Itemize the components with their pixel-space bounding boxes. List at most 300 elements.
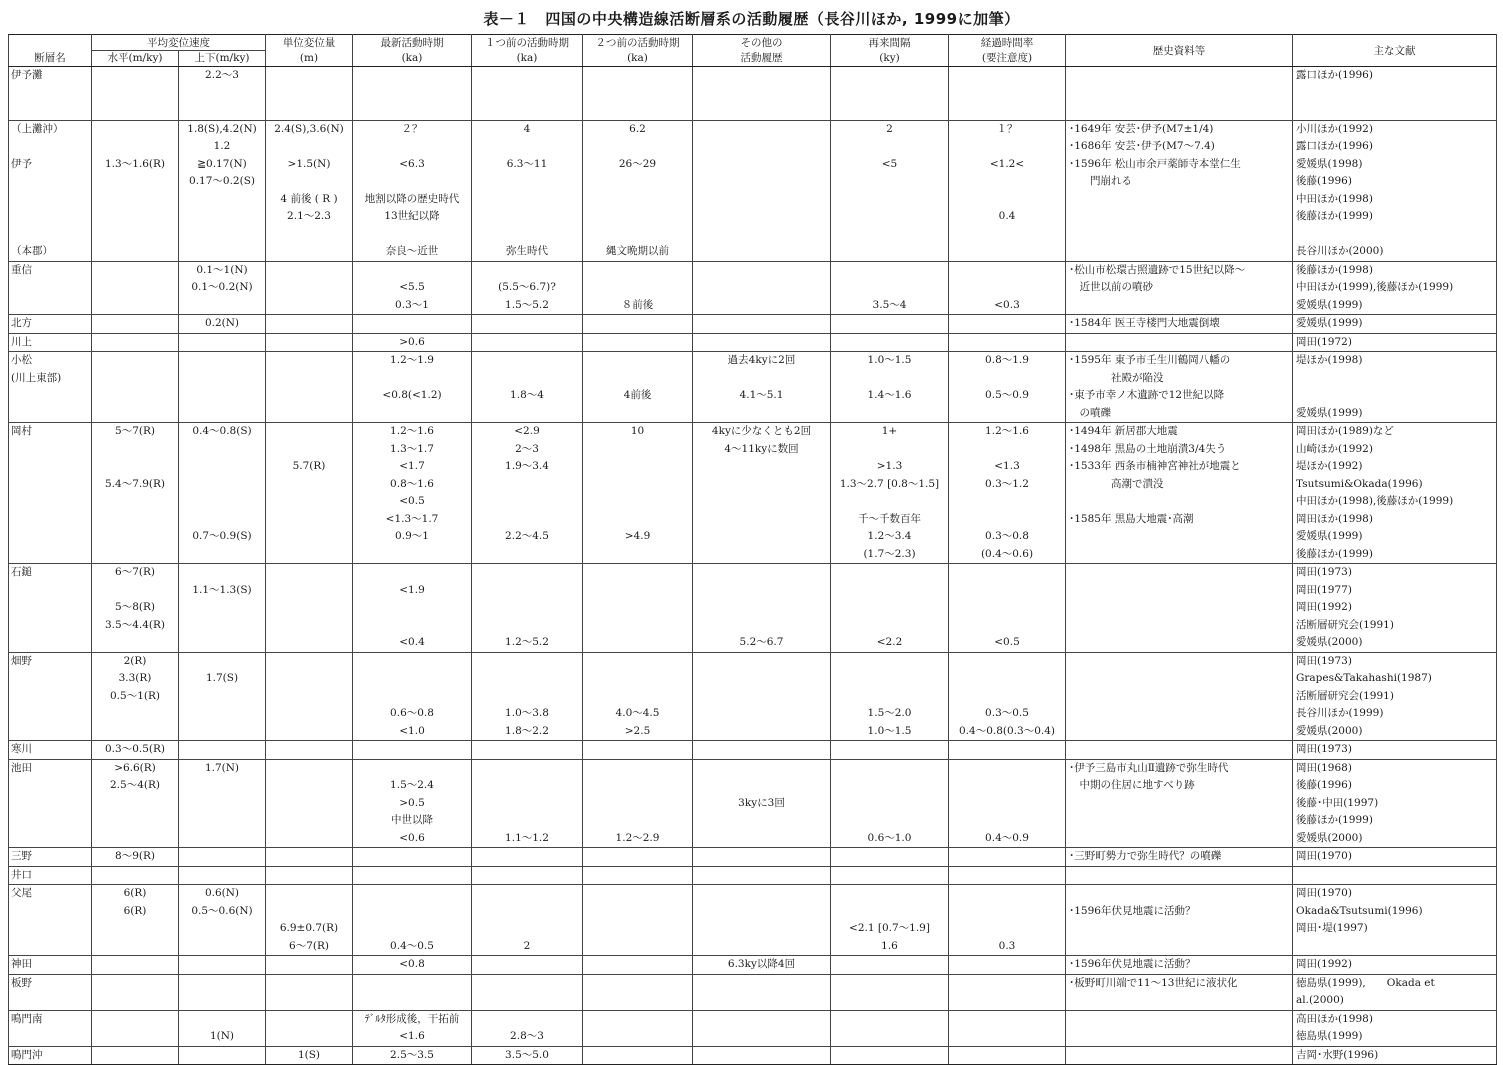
cell-line: <6.3 (399, 157, 425, 170)
cell-rate-horizontal (92, 243, 179, 261)
cell-line (834, 741, 945, 759)
cell-line: 畑野 (11, 654, 32, 667)
cell-elapsed-ratio (949, 652, 1066, 741)
cell-line: 岡村 (11, 425, 32, 437)
cell-line (356, 564, 468, 582)
cell-line: >4.9 (624, 530, 651, 542)
cell-line (586, 1047, 689, 1065)
header-elapsed-sub: (要注意度) (949, 51, 1066, 67)
cell-line: 6(R) (123, 904, 147, 917)
cell-line (952, 582, 1062, 600)
cell-prev1-activity (472, 564, 583, 653)
cell-line: 2 (523, 939, 531, 952)
cell-line: ･松山市松環古照遺跡で15世紀以降～ (1069, 263, 1246, 276)
cell-line (1069, 528, 1289, 546)
cell-line (11, 476, 88, 494)
cell-line (834, 67, 945, 85)
cell-line (586, 938, 689, 956)
cell-rate-horizontal (92, 156, 179, 244)
cell-line (182, 546, 262, 564)
cell-latest-activity (353, 261, 472, 315)
cell-line (269, 848, 349, 866)
cell-latest-activity (353, 652, 472, 741)
cell-references (1293, 315, 1497, 334)
cell-unit-displacement (266, 759, 353, 848)
cell-line (1069, 812, 1289, 830)
cell-line (356, 653, 468, 671)
cell-references (1293, 956, 1497, 975)
cell-line (182, 476, 262, 494)
cell-line: 0.7～0.9(S) (192, 530, 252, 542)
cell-line (95, 920, 175, 938)
cell-historical (1066, 1010, 1293, 1046)
cell-line (95, 458, 175, 476)
cell-line (952, 975, 1062, 993)
cell-line: 岡田(1973) (1296, 654, 1352, 667)
cell-other-history (693, 956, 831, 975)
cell-line: <1.3 (994, 460, 1020, 472)
cell-rate-vertical (179, 156, 266, 244)
cell-unit-displacement (266, 315, 353, 334)
cell-rate-vertical (179, 1046, 266, 1065)
cell-line (834, 85, 945, 103)
cell-line (182, 992, 262, 1010)
cell-recurrence (831, 564, 949, 653)
cell-line (834, 441, 945, 459)
cell-line (11, 102, 88, 120)
cell-references (1293, 120, 1497, 156)
cell-line: 1.5～5.2 (505, 298, 549, 311)
cell-line (95, 1047, 175, 1065)
cell-references (1293, 1010, 1497, 1046)
cell-latest-activity (353, 564, 472, 653)
cell-prev1-activity (472, 261, 583, 315)
cell-line (952, 885, 1062, 903)
cell-line (834, 885, 945, 903)
cell-unit-displacement (266, 848, 353, 867)
cell-recurrence (831, 333, 949, 352)
cell-line (95, 830, 175, 848)
cell-line: 寒川 (11, 743, 32, 755)
cell-line (11, 511, 88, 529)
cell-line (269, 405, 349, 423)
cell-line (356, 867, 468, 885)
cell-elapsed-ratio (949, 885, 1066, 956)
cell-line (95, 138, 175, 156)
cell-rate-horizontal (92, 741, 179, 760)
cell-line (356, 760, 468, 778)
cell-line (475, 760, 579, 778)
cell-line (586, 582, 689, 600)
cell-elapsed-ratio (949, 1010, 1066, 1046)
cell-line (182, 653, 262, 671)
cell-line: al.(2000) (1296, 994, 1344, 1006)
cell-prev1-activity (472, 759, 583, 848)
cell-line (586, 458, 689, 476)
cell-line: 1.0～1.5 (867, 354, 912, 366)
cell-line: Grapes&Takahashi(1987) (1296, 672, 1432, 684)
table-row (9, 848, 1497, 867)
cell-line (696, 243, 827, 261)
table-row (9, 885, 1497, 956)
cell-line (696, 102, 827, 120)
cell-line (1296, 85, 1493, 103)
cell-line: 愛媛県(1999) (1296, 298, 1363, 311)
cell-prev2-activity (583, 156, 693, 244)
cell-line (834, 334, 945, 352)
cell-line (834, 975, 945, 993)
cell-line (1069, 920, 1289, 938)
cell-line (356, 262, 468, 280)
cell-other-history (693, 120, 831, 156)
cell-line (182, 387, 262, 405)
cell-line: 2.5～4(R) (110, 779, 160, 791)
cell-prev2-activity (583, 741, 693, 760)
cell-line (696, 760, 827, 778)
cell-line (952, 777, 1062, 795)
cell-line: (0.4～0.6) (980, 547, 1034, 560)
cell-line (356, 885, 468, 903)
cell-rate-horizontal (92, 352, 179, 423)
cell-other-history (693, 1046, 831, 1065)
cell-line (586, 511, 689, 529)
cell-line (834, 208, 945, 226)
cell-prev1-activity (472, 333, 583, 352)
cell-prev1-activity (472, 423, 583, 564)
cell-line (356, 226, 468, 244)
cell-line (952, 867, 1062, 885)
cell-line (952, 564, 1062, 582)
cell-line (1069, 741, 1289, 759)
cell-elapsed-ratio (949, 1046, 1066, 1065)
cell-line (834, 956, 945, 974)
cell-line (952, 795, 1062, 813)
cell-recurrence (831, 974, 949, 1010)
cell-line (95, 511, 175, 529)
cell-line (95, 723, 175, 741)
cell-line: 岡田(1973) (1296, 743, 1352, 755)
cell-line: 10 (630, 425, 645, 437)
cell-prev1-activity (472, 652, 583, 741)
cell-prev1-activity (472, 741, 583, 760)
cell-historical (1066, 1046, 1293, 1065)
cell-line: 3.5～5.0 (505, 1048, 549, 1061)
cell-rate-vertical (179, 243, 266, 261)
cell-line (269, 670, 349, 688)
cell-rate-vertical (179, 564, 266, 653)
cell-line: >0.5 (399, 796, 425, 809)
cell-line (182, 511, 262, 529)
cell-rate-horizontal (92, 1010, 179, 1046)
table-row (9, 120, 1497, 156)
cell-references (1293, 652, 1497, 741)
cell-line (696, 617, 827, 635)
cell-line (269, 370, 349, 388)
cell-line: 0.3～1.2 (985, 477, 1029, 490)
cell-line (182, 243, 262, 261)
cell-unit-displacement (266, 885, 353, 956)
cell-line: 3.5～4.4(R) (105, 618, 165, 631)
cell-latest-activity (353, 885, 472, 956)
cell-line (11, 812, 88, 830)
cell-line: 4前後 (623, 389, 652, 401)
cell-fault-name (9, 423, 92, 564)
cell-line (696, 848, 827, 866)
cell-line (586, 546, 689, 564)
cell-line (586, 760, 689, 778)
cell-line (1069, 564, 1289, 582)
cell-line: ･1498年 黒島の土地崩潰3/4失う (1069, 442, 1227, 455)
cell-line (834, 688, 945, 706)
cell-line (586, 370, 689, 388)
cell-rate-horizontal (92, 315, 179, 334)
table-row (9, 652, 1497, 741)
cell-line: 石鎚 (11, 566, 32, 578)
cell-line (952, 760, 1062, 778)
cell-line: （上灘沖） (11, 122, 64, 135)
cell-prev2-activity (583, 1010, 693, 1046)
cell-line (269, 956, 349, 974)
cell-line (11, 191, 88, 209)
cell-line (696, 992, 827, 1010)
cell-line (834, 903, 945, 921)
header-references: 主な文献 (1293, 35, 1497, 67)
cell-prev1-activity (472, 1046, 583, 1065)
cell-prev1-activity (472, 243, 583, 261)
cell-line: ･1533年 西条市楠神宮神社が地震と (1069, 460, 1241, 472)
cell-line: 堤ほか(1998) (1296, 354, 1363, 366)
cell-rate-vertical (179, 352, 266, 423)
cell-line: 8～9(R) (115, 850, 155, 862)
cell-line: 0.9～1 (395, 530, 429, 542)
cell-line (269, 564, 349, 582)
cell-line (696, 741, 827, 759)
cell-line (95, 867, 175, 885)
cell-line (696, 191, 827, 209)
cell-other-history (693, 974, 831, 1010)
cell-line (952, 334, 1062, 352)
cell-line: 5.4～7.9(R) (105, 477, 165, 490)
cell-rate-horizontal (92, 866, 179, 885)
cell-line (1296, 226, 1493, 244)
cell-line (952, 1047, 1062, 1065)
cell-line (1069, 226, 1289, 244)
cell-rate-horizontal (92, 564, 179, 653)
cell-line (586, 191, 689, 209)
cell-line (952, 511, 1062, 529)
cell-line: 活断層研究会(1991) (1296, 689, 1394, 702)
cell-line (11, 173, 88, 191)
cell-rate-vertical (179, 741, 266, 760)
cell-line: ８前後 (621, 298, 654, 311)
cell-line (586, 67, 689, 85)
cell-line: 1.2～2.9 (615, 831, 660, 844)
cell-line (269, 226, 349, 244)
cell-line (269, 423, 349, 441)
cell-line: 2.4(S),3.6(N) (274, 122, 344, 135)
cell-line (269, 1011, 349, 1029)
cell-line: <0.8 (399, 958, 425, 970)
cell-recurrence (831, 156, 949, 244)
cell-line: 0.4～0.8(S) (192, 425, 252, 437)
cell-line (696, 1047, 827, 1065)
cell-line: 過去4kyに2回 (727, 354, 796, 366)
cell-recurrence (831, 67, 949, 121)
cell-line: 1.2～5.2 (505, 636, 549, 648)
cell-line: Okada&Tsutsumi(1996) (1296, 904, 1423, 917)
cell-references (1293, 759, 1497, 848)
cell-line: 0.5～0.9 (985, 389, 1029, 401)
cell-line (182, 848, 262, 866)
cell-references (1293, 974, 1497, 1010)
cell-line (182, 812, 262, 830)
cell-line: 岡田(1977) (1296, 583, 1352, 596)
cell-line (586, 599, 689, 617)
cell-line (269, 903, 349, 921)
cell-line: 4 (523, 122, 531, 135)
cell-line (11, 208, 88, 226)
cell-fault-name (9, 261, 92, 315)
header-unit-displacement-unit: (m) (266, 51, 353, 67)
cell-line (95, 173, 175, 191)
cell-line: 0.1～1(N) (196, 263, 248, 276)
cell-line (1069, 493, 1289, 511)
cell-line (696, 812, 827, 830)
cell-line: ･1686年 安芸･伊予(M7～7.4) (1069, 140, 1215, 152)
cell-historical (1066, 885, 1293, 956)
cell-line (95, 493, 175, 511)
cell-line (834, 370, 945, 388)
cell-line (475, 334, 579, 352)
cell-line (834, 653, 945, 671)
cell-line (269, 441, 349, 459)
cell-historical (1066, 423, 1293, 564)
cell-line (95, 1011, 175, 1029)
cell-historical (1066, 866, 1293, 885)
cell-line: >2.5 (624, 724, 651, 737)
cell-line (1069, 688, 1289, 706)
cell-line (1069, 830, 1289, 848)
cell-other-history (693, 741, 831, 760)
cell-line: ･1585年 黒島大地震･高潮 (1069, 512, 1194, 525)
table-row (9, 261, 1497, 315)
cell-line: 高田ほか(1998) (1296, 1012, 1373, 1025)
cell-line (586, 975, 689, 993)
cell-line (182, 208, 262, 226)
cell-line: 1.3～1.6(R) (105, 157, 165, 170)
cell-line (586, 885, 689, 903)
cell-line: 山崎ほか(1992) (1296, 442, 1373, 455)
cell-line: <0.5 (994, 636, 1020, 648)
table-title: 表－１ 四国の中央構造線活断層系の活動履歴（長谷川ほか, 1999に加筆） (483, 10, 1020, 28)
cell-line (834, 670, 945, 688)
cell-line (356, 848, 468, 866)
cell-rate-horizontal (92, 974, 179, 1010)
cell-line (475, 848, 579, 866)
cell-line: >0.6 (399, 335, 425, 348)
cell-line (586, 315, 689, 333)
cell-line (475, 653, 579, 671)
cell-references (1293, 848, 1497, 867)
cell-line (182, 956, 262, 974)
cell-line (182, 352, 262, 370)
header-rate: 平均変位速度 (92, 35, 266, 51)
cell-line (952, 67, 1062, 85)
cell-line (834, 1047, 945, 1065)
cell-line: 愛媛県(2000) (1296, 831, 1363, 844)
cell-line: 愛媛県(1999) (1296, 530, 1363, 542)
cell-line (952, 441, 1062, 459)
cell-line (269, 688, 349, 706)
cell-line (356, 546, 468, 564)
cell-line (1069, 992, 1289, 1010)
cell-prev2-activity (583, 885, 693, 956)
cell-line: 露口ほか(1996) (1296, 140, 1373, 152)
cell-line (696, 920, 827, 938)
cell-line (356, 688, 468, 706)
cell-latest-activity (353, 315, 472, 334)
cell-line (269, 528, 349, 546)
cell-line (696, 493, 827, 511)
cell-line: 3.5～4 (872, 298, 907, 311)
cell-prev2-activity (583, 759, 693, 848)
cell-line (269, 617, 349, 635)
cell-line (182, 777, 262, 795)
cell-line (269, 812, 349, 830)
cell-line (1069, 599, 1289, 617)
cell-line (475, 511, 579, 529)
cell-line (95, 634, 175, 652)
cell-line: 1.9～3.4 (505, 460, 549, 472)
cell-prev1-activity (472, 315, 583, 334)
cell-latest-activity (353, 1046, 472, 1065)
cell-line (952, 599, 1062, 617)
table-row (9, 866, 1497, 885)
cell-line: 2(R) (123, 654, 147, 667)
cell-recurrence (831, 759, 949, 848)
cell-line: ･伊予三島市丸山Ⅱ遺跡で弥生時代 (1069, 761, 1229, 774)
cell-line: （本郡） (11, 245, 53, 257)
cell-line (834, 777, 945, 795)
table-body (9, 67, 1497, 1065)
cell-line (11, 688, 88, 706)
cell-line (834, 405, 945, 423)
cell-line (1069, 1028, 1289, 1046)
cell-line: 1.3～2.7 [0.8～1.5] (839, 477, 940, 490)
cell-unit-displacement (266, 120, 353, 156)
cell-fault-name (9, 333, 92, 352)
cell-latest-activity (353, 974, 472, 1010)
cell-line (586, 564, 689, 582)
cell-line (182, 938, 262, 956)
cell-line (834, 617, 945, 635)
cell-line: 0.5～0.6(N) (191, 904, 253, 917)
cell-line: 社殿が陥没 (1069, 371, 1164, 384)
cell-line: 6.3ky以降4回 (727, 958, 796, 970)
cell-line (586, 903, 689, 921)
cell-line (95, 956, 175, 974)
cell-unit-displacement (266, 974, 353, 1010)
cell-line (95, 812, 175, 830)
cell-line (475, 493, 579, 511)
table-row (9, 352, 1497, 423)
cell-line (475, 476, 579, 494)
cell-line: <0.6 (399, 831, 425, 844)
cell-rate-vertical (179, 333, 266, 352)
cell-line (182, 564, 262, 582)
cell-line (269, 387, 349, 405)
cell-line (475, 226, 579, 244)
